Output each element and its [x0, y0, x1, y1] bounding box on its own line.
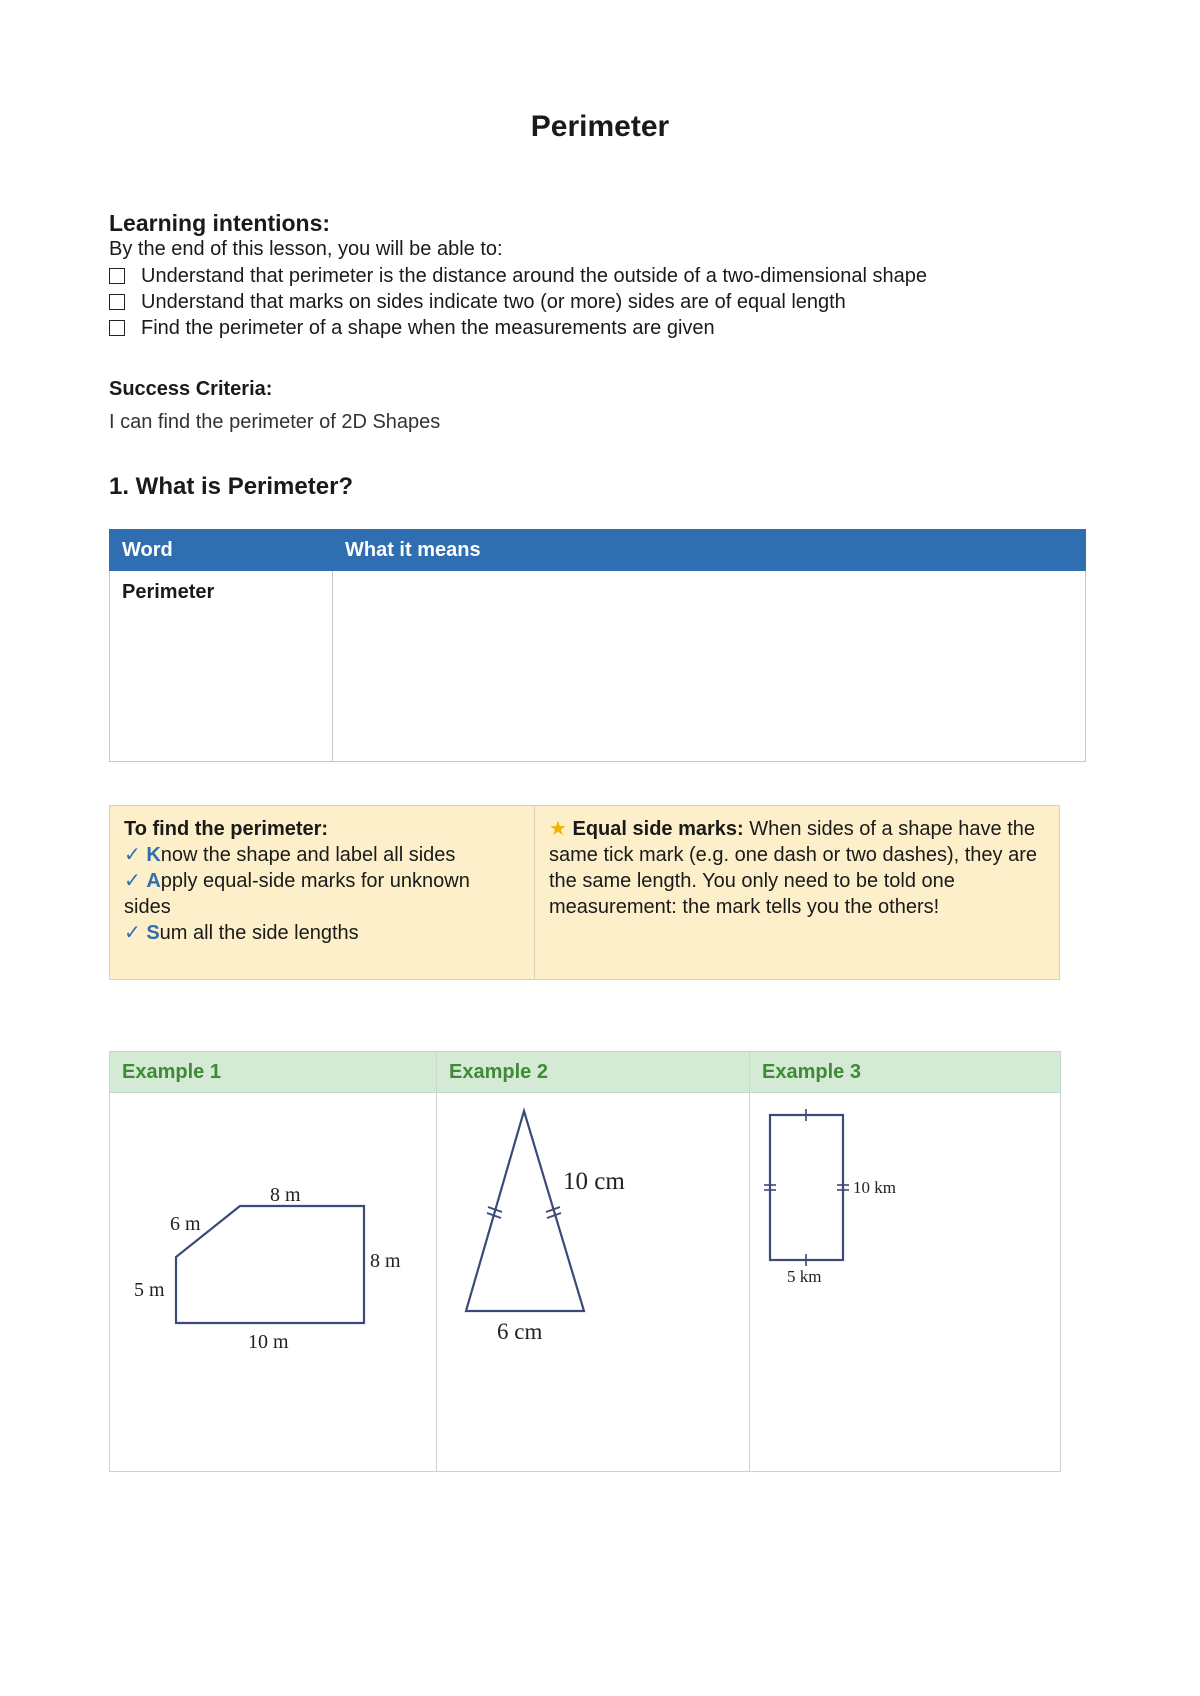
- base-label: 5 km: [787, 1267, 822, 1286]
- equal-marks-tip: [535, 806, 1060, 980]
- meaning-answer-cell[interactable]: [333, 571, 1086, 762]
- example-header: Example 2: [437, 1052, 750, 1093]
- example-header: Example 1: [110, 1052, 437, 1093]
- step-text: now the shape and label all sides: [160, 844, 456, 866]
- list-item-text: Find the perimeter of a shape when the measurements are given: [141, 317, 715, 339]
- success-criteria-text: I can find the perimeter of 2D Shapes: [109, 411, 441, 433]
- checkbox[interactable]: [109, 268, 125, 284]
- equal-side-tick-marks: [764, 1109, 849, 1266]
- list-item-text: Understand that perimeter is the distance around the outside of a two-dimensional shape: [141, 265, 928, 287]
- success-criteria-heading: Success Criteria:: [109, 378, 273, 400]
- list-item: [109, 315, 927, 341]
- examples-table: [109, 1051, 1061, 1472]
- column-header-meaning: What it means: [333, 530, 1086, 571]
- term-cell: Perimeter: [110, 571, 333, 762]
- step-item: [124, 920, 520, 946]
- side-label: 8 m: [270, 1184, 301, 1206]
- checkbox[interactable]: [109, 294, 125, 310]
- list-item: [109, 263, 927, 289]
- step-item: [124, 868, 520, 920]
- equal-marks-title: Equal side marks:: [572, 818, 744, 840]
- equal-marks-text: When sides of a shape have the same tick mark (e.g. one dash or two dashes), they are the same length. You only need to be told one measurement: the mark tells you the others!: [549, 818, 1037, 918]
- star-icon: ★: [549, 818, 567, 840]
- example-2-cell: [437, 1093, 750, 1472]
- example-3-figure: [750, 1093, 1060, 1471]
- steps-tip-title: To find the perimeter:: [124, 818, 329, 840]
- step-initial: S: [146, 922, 160, 944]
- example-1-figure: [110, 1093, 436, 1471]
- check-icon: ✓: [124, 870, 141, 892]
- step-text: um all the side lengths: [159, 922, 359, 944]
- equal-side-tick-marks: [487, 1207, 561, 1218]
- list-item-text: Understand that marks on sides indicate two (or more) sides are of equal length: [141, 291, 846, 313]
- check-icon: ✓: [124, 922, 141, 944]
- side-label: 10 km: [853, 1178, 896, 1197]
- step-initial: A: [146, 870, 161, 892]
- side-label: 6 m: [170, 1213, 201, 1235]
- section-heading: 1. What is Perimeter?: [109, 473, 354, 500]
- page-title: Perimeter: [530, 110, 670, 143]
- check-icon: ✓: [124, 844, 141, 866]
- base-label: 6 cm: [497, 1319, 543, 1344]
- column-header-word: Word: [110, 530, 333, 571]
- isosceles-triangle-shape: [466, 1111, 584, 1311]
- example-1-cell: [110, 1093, 437, 1472]
- definition-table: [109, 529, 1086, 762]
- step-text: pply equal-side marks for unknown sides: [124, 870, 470, 918]
- step-item: [124, 842, 520, 868]
- steps-tip: [110, 806, 535, 980]
- side-label: 10 cm: [563, 1168, 625, 1195]
- list-item: [109, 289, 927, 315]
- side-label: 10 m: [248, 1331, 289, 1353]
- side-label: 8 m: [370, 1250, 401, 1272]
- irregular-pentagon-shape: [176, 1206, 364, 1323]
- learning-intentions-intro: By the end of this lesson, you will be able to:: [109, 238, 503, 260]
- table-row: [110, 571, 1086, 762]
- example-3-cell: [750, 1093, 1061, 1472]
- step-initial: K: [146, 844, 161, 866]
- rectangle-shape: [770, 1115, 843, 1260]
- learning-intentions-heading: Learning intentions:: [109, 210, 331, 236]
- learning-intentions-list: [109, 263, 927, 341]
- tips-box: [109, 805, 1060, 980]
- example-2-figure: [437, 1093, 749, 1471]
- side-label: 5 m: [134, 1279, 165, 1301]
- example-header: Example 3: [750, 1052, 1061, 1093]
- checkbox[interactable]: [109, 320, 125, 336]
